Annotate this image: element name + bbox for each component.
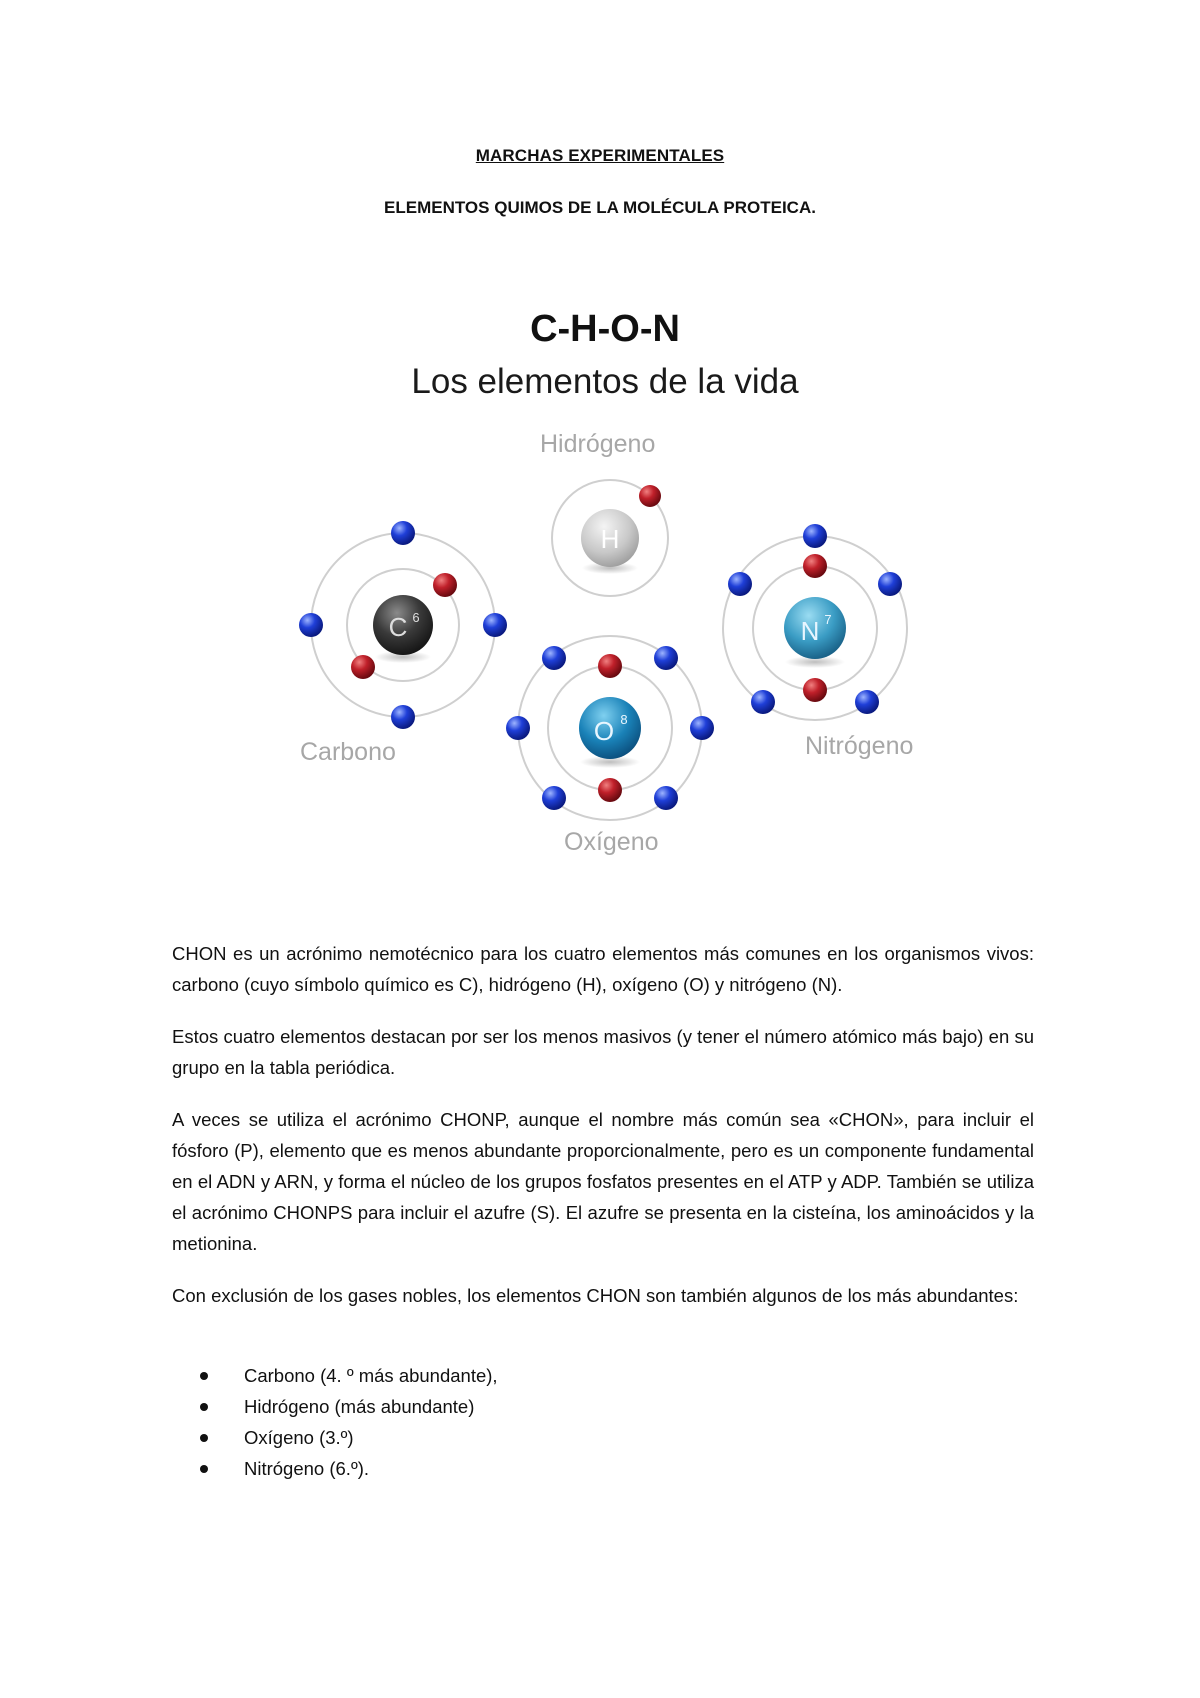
document-subtitle: ELEMENTOS QUIMOS DE LA MOLÉCULA PROTEICA. [384, 198, 816, 217]
bullet-icon [200, 1434, 208, 1442]
bullet-icon [200, 1465, 208, 1473]
paragraph-2 [172, 1021, 1034, 1083]
atoms-diagram [280, 300, 940, 880]
list-item-text: Oxígeno (3.º) [244, 1427, 354, 1448]
paragraph-text: Estos cuatro elementos destacan por ser los menos masivos (y tener el número atómico más bajo) en su grupo en la tabla periódica. [172, 1026, 1034, 1078]
list-item [200, 1391, 900, 1422]
list-item [200, 1360, 900, 1391]
paragraph-4 [172, 1280, 1034, 1311]
svg-text:8: 8 [620, 712, 628, 727]
figure-title: C-H-O-N [530, 308, 680, 350]
bullet-icon [200, 1372, 208, 1380]
document-title: MARCHAS EXPERIMENTALES [475, 146, 725, 165]
list-item-text: Nitrógeno (6.º). [244, 1458, 370, 1479]
atom-hydrogen [552, 480, 668, 596]
list-item [200, 1453, 900, 1484]
label-oxigeno: Oxígeno [564, 828, 659, 856]
label-nitrogeno: Nitrógeno [805, 732, 914, 760]
atom-carbon [299, 521, 507, 729]
atom-nitrogen [723, 524, 907, 720]
svg-text:6: 6 [412, 610, 420, 625]
svg-text:7: 7 [824, 612, 832, 627]
label-carbono: Carbono [300, 738, 396, 766]
paragraph-1 [172, 938, 1034, 1000]
abundance-list [200, 1360, 900, 1484]
chon-figure [280, 300, 940, 880]
svg-text:H: H [600, 524, 620, 554]
paragraph-3 [172, 1104, 1034, 1259]
list-item [200, 1422, 900, 1453]
figure-subtitle: Los elementos de la vida [411, 362, 799, 401]
bullet-icon [200, 1403, 208, 1411]
svg-text:N: N [800, 616, 820, 646]
paragraph-text: Con exclusión de los gases nobles, los elementos CHON son también algunos de los más abundantes: [172, 1285, 1019, 1306]
list-item-text: Hidrógeno (más abundante) [244, 1396, 475, 1417]
svg-text:C: C [388, 612, 408, 642]
label-hidrogeno: Hidrógeno [540, 430, 656, 458]
atom-oxygen [506, 636, 714, 820]
paragraph-text: CHON es un acrónimo nemotécnico para los cuatro elementos más comunes en los organismos vivos: carbono (cuyo símbolo químico es C), hidrógeno (H), oxígeno (O) y nitrógeno (N). [172, 943, 1034, 995]
paragraph-text: A veces se utiliza el acrónimo CHONP, aunque el nombre más común sea «CHON», para incluir el fósforo (P), elemento que es menos abundante proporcionalmente, pero es un componente fundamental en el ADN y ARN, y forma el núcleo de los grupos fosfatos presentes en el ATP y ADP. También se utiliza el acrónimo CHONPS para incluir el azufre (S). El azufre se presenta en la cisteína, los aminoácidos y la metionina. [172, 1109, 1034, 1254]
svg-text:O: O [593, 716, 615, 746]
list-item-text: Carbono (4. º más abundante), [244, 1365, 498, 1386]
